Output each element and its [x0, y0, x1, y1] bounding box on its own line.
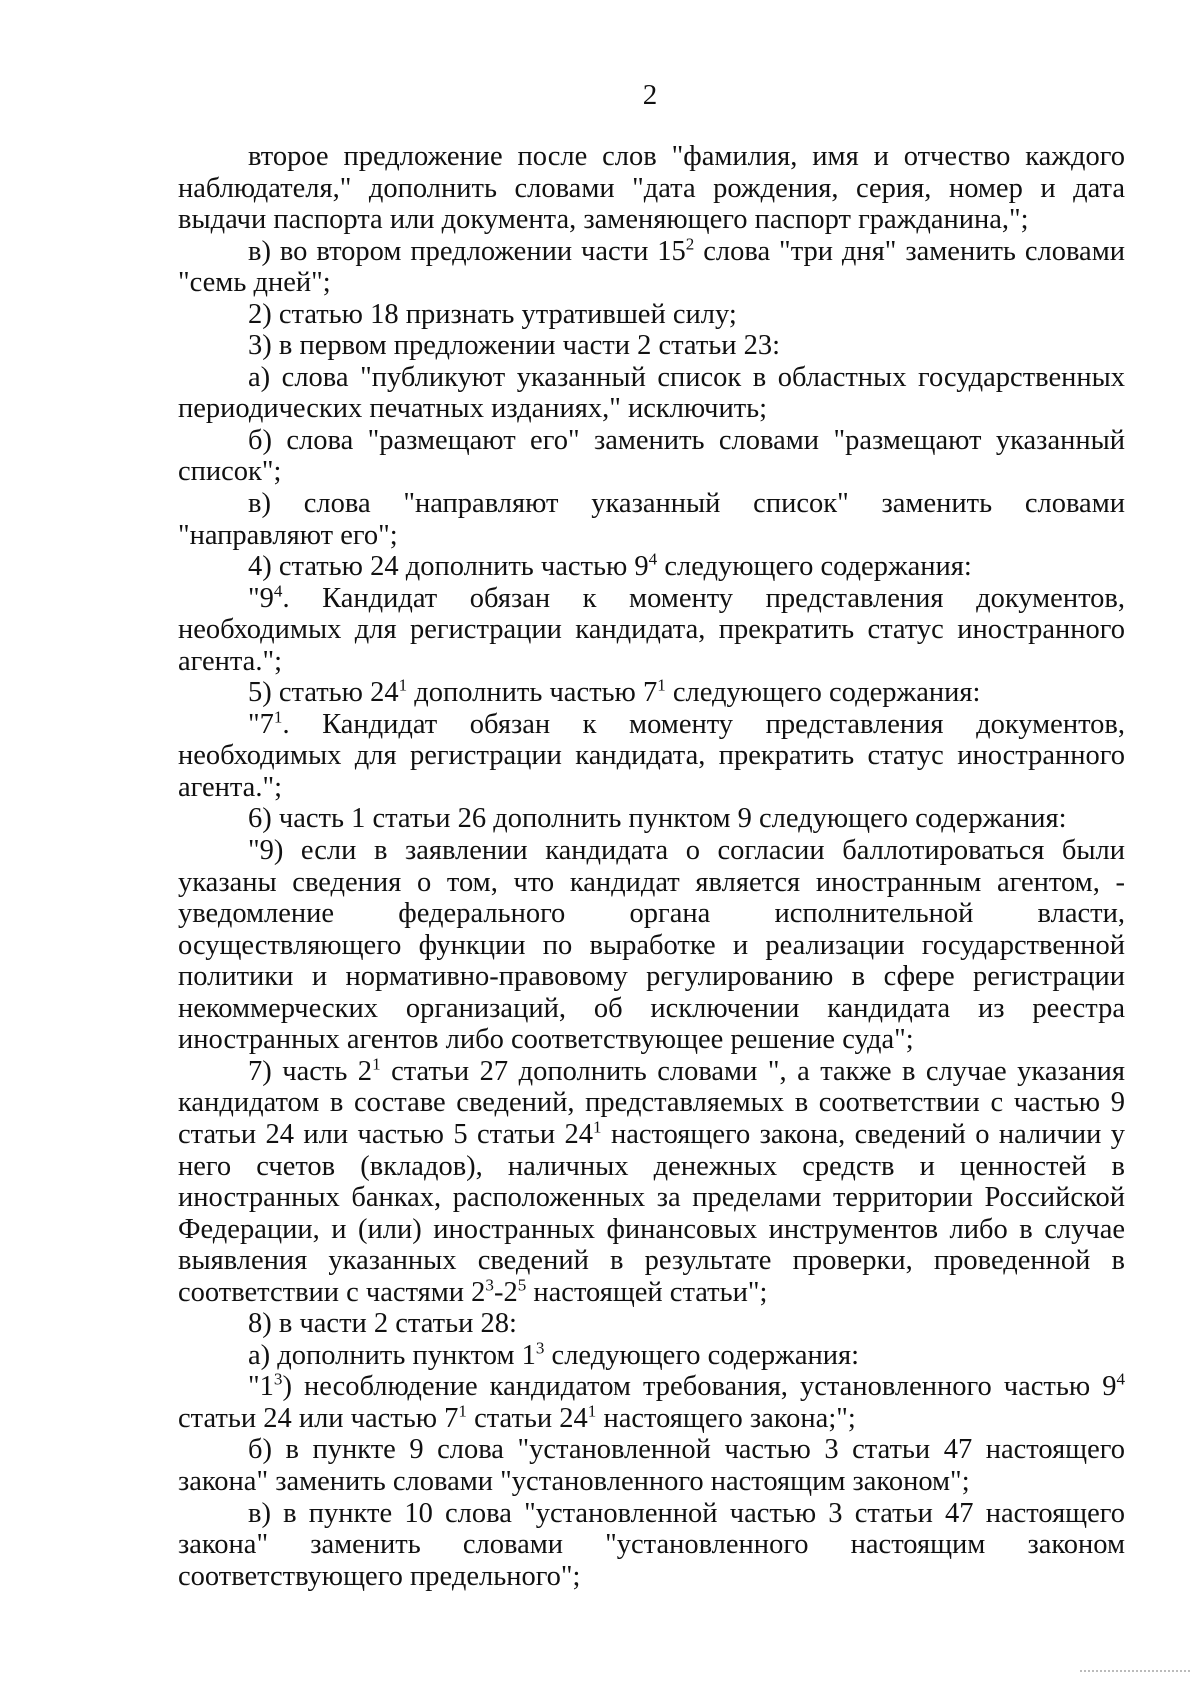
paragraph-text: следующего содержания:: [657, 551, 972, 583]
paragraph: [178, 803, 1125, 835]
paragraph-text: 5) статью 24: [248, 677, 399, 709]
paragraph: [178, 299, 1125, 331]
paragraph-text: 3) в первом предложении части 2 статьи 23:: [248, 330, 781, 362]
paragraph-text: в) слова "направляют указанный список" заменить словами "направляют его";: [178, 488, 1125, 551]
superscript-index: 3: [485, 1275, 494, 1295]
paragraph: [178, 330, 1125, 362]
paragraph-text: настоящего закона, сведений о наличии у него счетов (вкладов), наличных денежных средств и ценностей в иностранных банках, расположенных за пределами территории Российской Федерации, и (или) иностранных финансовых инструментов либо в случае выявления указанных сведений в результате проверки, проведенной в соответствии с частями 2: [178, 1118, 1125, 1308]
paragraph-text: в) во втором предложении части 15: [248, 235, 686, 267]
paragraph-text: следующего содержания:: [544, 1339, 860, 1371]
paragraph: [178, 425, 1125, 488]
paragraph: [178, 1434, 1125, 1497]
paragraph-text: 4) статью 24 дополнить частью 9: [248, 551, 649, 583]
paragraph-text: б) в пункте 9 слова "установленной частью 3 статьи 47 настоящего закона" заменить словами "установленного настоящим законом";: [178, 1434, 1125, 1497]
document-body: [178, 141, 1125, 1592]
paragraph-text: слова "три дня" заменить словами "семь дней";: [178, 235, 1125, 299]
paragraph: [178, 488, 1125, 551]
paragraph-text: -2: [493, 1276, 518, 1308]
paragraph-text: "9: [248, 582, 274, 614]
paragraph-text: дополнить частью 7: [407, 677, 658, 709]
paragraph-text: следующего содержания:: [665, 677, 981, 709]
paragraph-text: а) слова "публикуют указанный список в областных государственных периодических печатных изданиях," исключить;: [178, 361, 1125, 425]
paragraph: [178, 1498, 1125, 1593]
paragraph-text: а) дополнить пунктом 1: [248, 1339, 536, 1371]
superscript-index: 3: [273, 1369, 283, 1389]
paragraph-text: "1: [248, 1371, 274, 1403]
superscript-index: 1: [372, 1054, 381, 1074]
paragraph-text: 7) часть 2: [248, 1055, 373, 1087]
paragraph: [178, 1371, 1125, 1434]
paragraph-text: настоящего закона;";: [596, 1402, 856, 1434]
paragraph-text: . Кандидат обязан к моменту представления документов, необходимых для регистрации кандидата, прекратить статус иностранного агента.";: [178, 708, 1125, 803]
paragraph-text: статьи 27 дополнить словами ", а также в случае указания кандидатом в составе сведений, представляемых в соответствии с частью 9 статьи 24 или частью 5 статьи 24: [178, 1055, 1126, 1150]
paragraph: [178, 835, 1125, 1056]
paragraph-text: второе предложение после слов "фамилия, имя и отчество каждого наблюдателя," дополнить словами "дата рождения, серия, номер и дата выдачи паспорта или документа, заменяющего паспорт гражданина,";: [178, 141, 1125, 236]
superscript-index: 4: [1116, 1369, 1125, 1389]
paragraph-text: "9) если в заявлении кандидата о согласии баллотироваться были указаны сведения о том, что кандидат является иностранным агентом, - уведомление федерального органа исполнительной власти, осуществляющего функции по выработке и реализации государственной политики и нормативно-правовому регулированию в сфере регистрации некоммерческих организаций, об исключении кандидата из реестра иностранных агентов либо соответствующее решение суда";: [178, 835, 1125, 1056]
superscript-index: 1: [587, 1401, 597, 1421]
paragraph-text: 6) часть 1 статьи 26 дополнить пунктом 9 следующего содержания:: [248, 803, 1067, 835]
superscript-index: 1: [593, 1117, 602, 1137]
paragraph-text: в) в пункте 10 слова "установленной частью 3 статьи 47 настоящего закона" заменить словами "установленного настоящим законом соответствующего предельного";: [178, 1497, 1125, 1592]
paragraph-text: ) несоблюдение кандидатом требования, установленного частью 9: [282, 1371, 1117, 1403]
paragraph: [178, 1340, 1125, 1372]
paragraph: [178, 1308, 1125, 1340]
paragraph: [178, 236, 1125, 299]
superscript-index: 4: [648, 549, 658, 569]
superscript-index: 5: [517, 1275, 527, 1295]
paragraph: [178, 709, 1125, 804]
paragraph: [178, 583, 1125, 678]
paragraph-text: 2) статью 18 признать утратившей силу;: [248, 298, 737, 330]
paragraph: [178, 362, 1125, 425]
superscript-index: 3: [535, 1338, 545, 1358]
paragraph-text: "7: [248, 708, 274, 740]
paragraph: [178, 677, 1125, 709]
paragraph-text: настоящей статьи";: [526, 1276, 768, 1308]
paragraph-text: 8) в части 2 статьи 28:: [248, 1308, 517, 1340]
superscript-index: 1: [273, 707, 283, 727]
scan-artifact: [1080, 1670, 1190, 1674]
paragraph-text: статьи 24: [466, 1402, 588, 1434]
paragraph-text: статьи 24 или частью 7: [178, 1402, 459, 1434]
superscript-index: 4: [273, 581, 283, 601]
page-number: 2: [642, 79, 658, 111]
superscript-index: 1: [458, 1401, 467, 1421]
paragraph: [178, 141, 1125, 236]
superscript-index: 2: [685, 234, 695, 254]
paragraph-text: . Кандидат обязан к моменту представления документов, необходимых для регистрации кандидата, прекратить статус иностранного агента.";: [178, 582, 1125, 677]
superscript-index: 1: [657, 675, 666, 695]
paragraph: [178, 551, 1125, 583]
paragraph-text: б) слова "размещают его" заменить словами "размещают указанный список";: [178, 424, 1125, 488]
paragraph: [178, 1056, 1125, 1308]
superscript-index: 1: [398, 675, 408, 695]
